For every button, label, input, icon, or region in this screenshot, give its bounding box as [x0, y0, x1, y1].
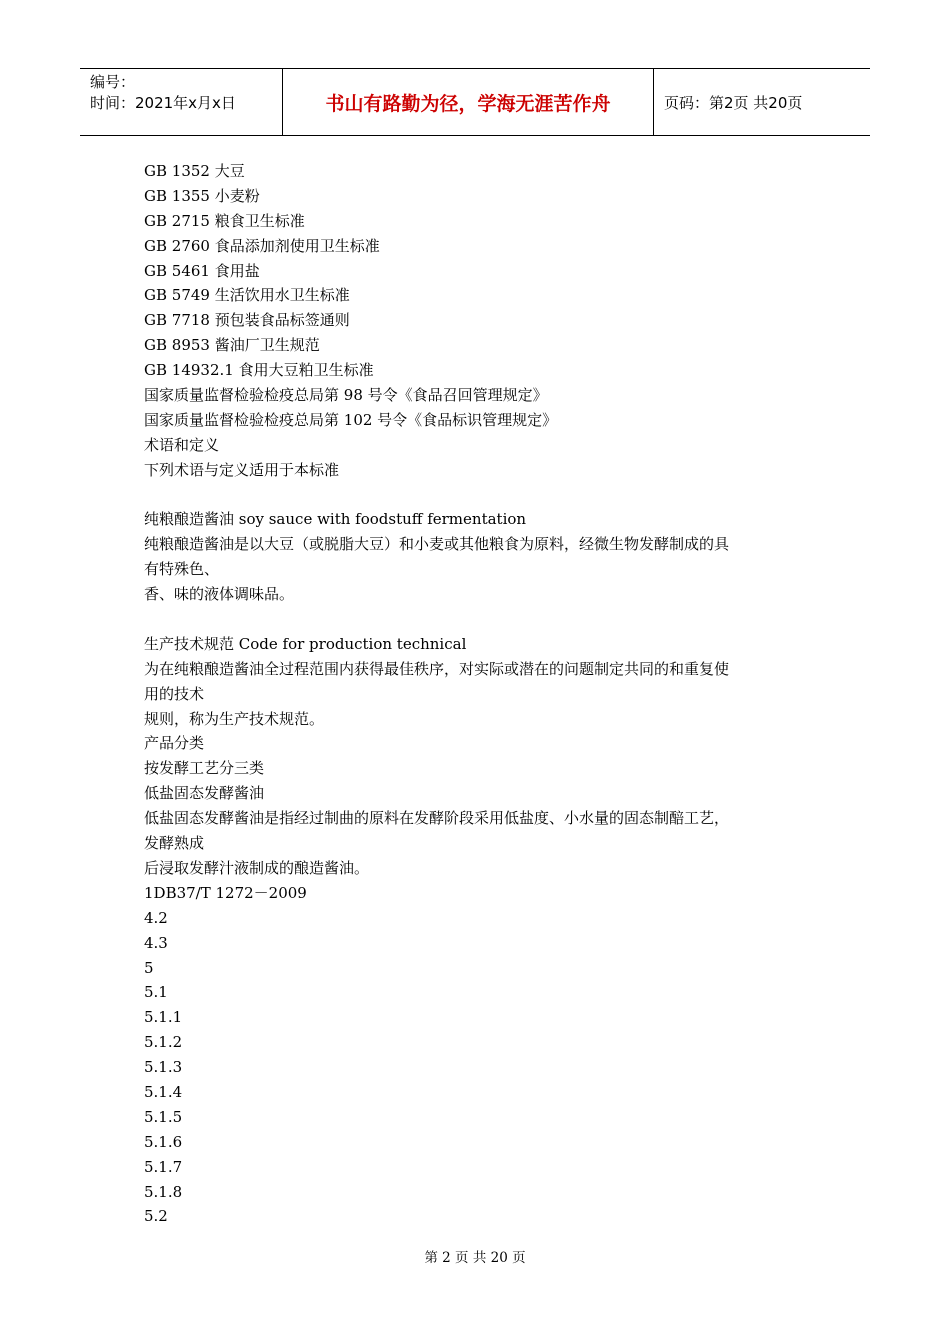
page-header	[80, 68, 870, 136]
body-line: GB 2715 粮食卫生标准	[144, 211, 305, 230]
body-line: 按发酵工艺分三类	[144, 759, 265, 778]
body-line: GB 14932.1 食用大豆粕卫生标准	[144, 361, 374, 380]
body-line: GB 1355 小麦粉	[144, 186, 260, 205]
page-footer: 第 2 页 共 20 页	[424, 1250, 526, 1266]
document-body	[144, 159, 824, 1229]
body-line: GB 8953 酱油厂卫生规范	[144, 336, 320, 355]
body-line: 纯粮酿造酱油是以大豆（或脱脂大豆）和小麦或其他粮食为原料，经微生物发酵制成的具	[144, 535, 730, 554]
body-line: 发酵熟成	[144, 834, 205, 853]
document-date: 时间：2021年x月x日	[90, 94, 236, 112]
body-line: 香、味的液体调味品。	[144, 585, 295, 604]
body-line: GB 5461 食用盐	[144, 261, 260, 280]
body-line: 5.2	[144, 1207, 168, 1226]
body-line: 低盐固态发酵酱油	[144, 784, 265, 803]
body-line: 术语和定义	[144, 435, 220, 454]
body-line: 纯粮酿造酱油 soy sauce with foodstuff fermentation	[144, 510, 527, 529]
body-line: 生产技术规范 Code for production technical	[144, 634, 467, 653]
body-line: 产品分类	[144, 734, 205, 753]
body-line: 后浸取发酵汁液制成的酿造酱油。	[144, 858, 370, 877]
header-page-info: 页码：第2页 共20页	[664, 93, 803, 112]
body-line: 1DB37/T 1272－2009	[144, 883, 307, 902]
body-line: 有特殊色、	[144, 560, 220, 579]
body-line: 5.1.3	[144, 1058, 183, 1077]
body-line: 下列术语与定义适用于本标准	[144, 460, 340, 479]
body-line: GB 1352 大豆	[144, 162, 245, 180]
body-line: 5.1.8	[144, 1182, 183, 1201]
blank-line	[144, 607, 824, 632]
body-line: 5.1.7	[144, 1157, 183, 1176]
body-line: 5	[144, 958, 154, 977]
body-line: 5.1.6	[144, 1132, 183, 1151]
body-line: 用的技术	[144, 684, 205, 703]
blank-line	[144, 483, 824, 508]
body-line: 4.3	[144, 933, 168, 952]
body-line: GB 2760 食品添加剂使用卫生标准	[144, 236, 380, 255]
body-line: GB 5749 生活饮用水卫生标准	[144, 286, 350, 305]
header-motto: 书山有路勤为径，学海无涯苦作舟	[282, 69, 654, 135]
body-line: 5.1	[144, 983, 168, 1002]
body-line: 国家质量监督检验检疫总局第 98 号令《食品召回管理规定》	[144, 386, 548, 405]
document-number-label: 编号：	[90, 73, 136, 91]
body-line: 4.2	[144, 908, 168, 927]
body-line: 5.1.1	[144, 1008, 183, 1027]
body-line: 国家质量监督检验检疫总局第 102 号令《食品标识管理规定》	[144, 410, 558, 429]
header-meta	[80, 69, 282, 135]
body-line: 5.1.4	[144, 1082, 183, 1101]
body-line: 5.1.2	[144, 1033, 183, 1052]
body-line: 规则，称为生产技术规范。	[144, 709, 325, 728]
body-line: 5.1.5	[144, 1107, 183, 1126]
body-line: 为在纯粮酿造酱油全过程范围内获得最佳秩序，对实际或潜在的问题制定共同的和重复使	[144, 659, 730, 678]
body-line: 低盐固态发酵酱油是指经过制曲的原料在发酵阶段采用低盐度、小水量的固态制醅工艺，	[144, 809, 730, 828]
body-line: GB 7718 预包装食品标签通则	[144, 311, 350, 330]
